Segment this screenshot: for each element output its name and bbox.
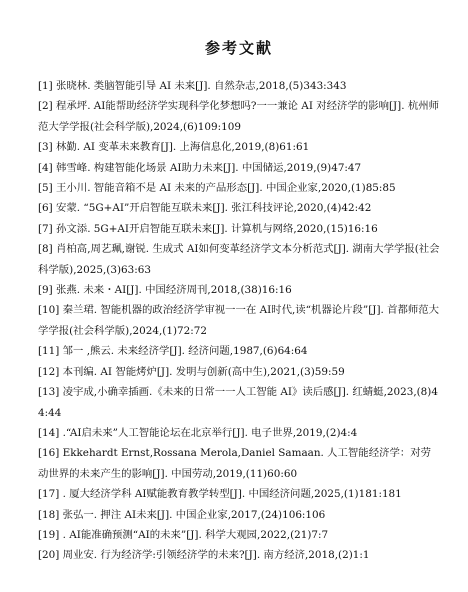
reference-item: [16] Ekkehardt Ernst,Rossana Merola,Daniel Samaan. 人工智能经济学：对劳动世界的未来产生的影响[J]. 中国劳动,2019,(11)60:60 [38,447,432,480]
reference-item: [20] 周业安. 行为经济学:引领经济学的未来?[J]. 南方经济,2018,(2)1:1 [38,549,370,562]
reference-item: [4] 韩雪峰. 构建智能化场景 AI助力未来[J]. 中国储运,2019,(9)47:47 [38,161,362,174]
page-title: 参考文献 [204,39,273,57]
reference-item: [5] 王小川. 智能音箱不是 AI 未来的产品形态[J]. 中国企业家,2020,(1)85:85 [38,182,396,195]
reference-item: [10] 秦兰珺. 智能机器的政治经济学审视一一在 AI时代,读“机器论片段”[J]. 首都师范大学学报(社会科学版),2024,(1)72:72 [38,304,440,337]
reference-item: [17] . 厦大经济学科 AI赋能教育教学转型[J]. 中国经济问题,2025,(1)181:181 [38,488,402,501]
reference-item: [13] 凌宇成,小确幸插画.《未来的日常一一人工智能 AI》读后感[J]. 红蜻蜓,2023,(8)44:44 [38,386,438,419]
reference-item: [8] 肖柏高,周艺珮,谢锐. 生成式 AI如何变革经济学文本分析范式[J]. 湖南大学学报(社会科学版),2025,(3)63:63 [38,243,440,276]
reference-item: [7] 孙文添. 5G+AI开启智能互联未来[J]. 计算机与网络,2020,(15)16:16 [38,222,378,235]
reference-item: [1] 张晓林. 类脑智能引导 AI 未来[J]. 自然杂志,2018,(5)343:343 [38,80,347,92]
reference-item: [2] 程承坪. AI能帮助经济学实现科学化梦想吗?一一兼论 AI 对经济学的影响[J]. 杭州师范大学学报(社会科学版),2024,(6)109:109 [38,100,440,133]
reference-list [38,76,440,566]
reference-item: [6] 安蒙. “5G+AI”开启智能互联未来[J]. 张江科技评论,2020,(4)42:42 [38,202,372,215]
reference-item: [12] 本刊编. AI 智能烤炉[J]. 发明与创新(高中生),2021,(3)59:59 [38,365,345,378]
reference-item: [3] 林勤. AI 变革未来教育[J]. 上海信息化,2019,(8)61:61 [38,141,310,154]
reference-item: [19] . AI能准确预测“AI的未来”[J]. 科学大观园,2022,(21)7:7 [38,528,329,541]
reference-item: [18] 张弘一. 押注 AI未来[J]. 中国企业家,2017,(24)106:106 [38,508,326,521]
reference-item: [11] 邹一 ,熊云. 未来经济学[J]. 经济问题,1987,(6)64:64 [38,345,308,358]
reference-item: [9] 张燕. 未来・AI[J]. 中国经济周刊,2018,(38)16:16 [38,284,292,297]
reference-item: [14] .“AI启未来”人工智能论坛在北京举行[J]. 电子世界,2019,(2)4:4 [38,426,358,439]
